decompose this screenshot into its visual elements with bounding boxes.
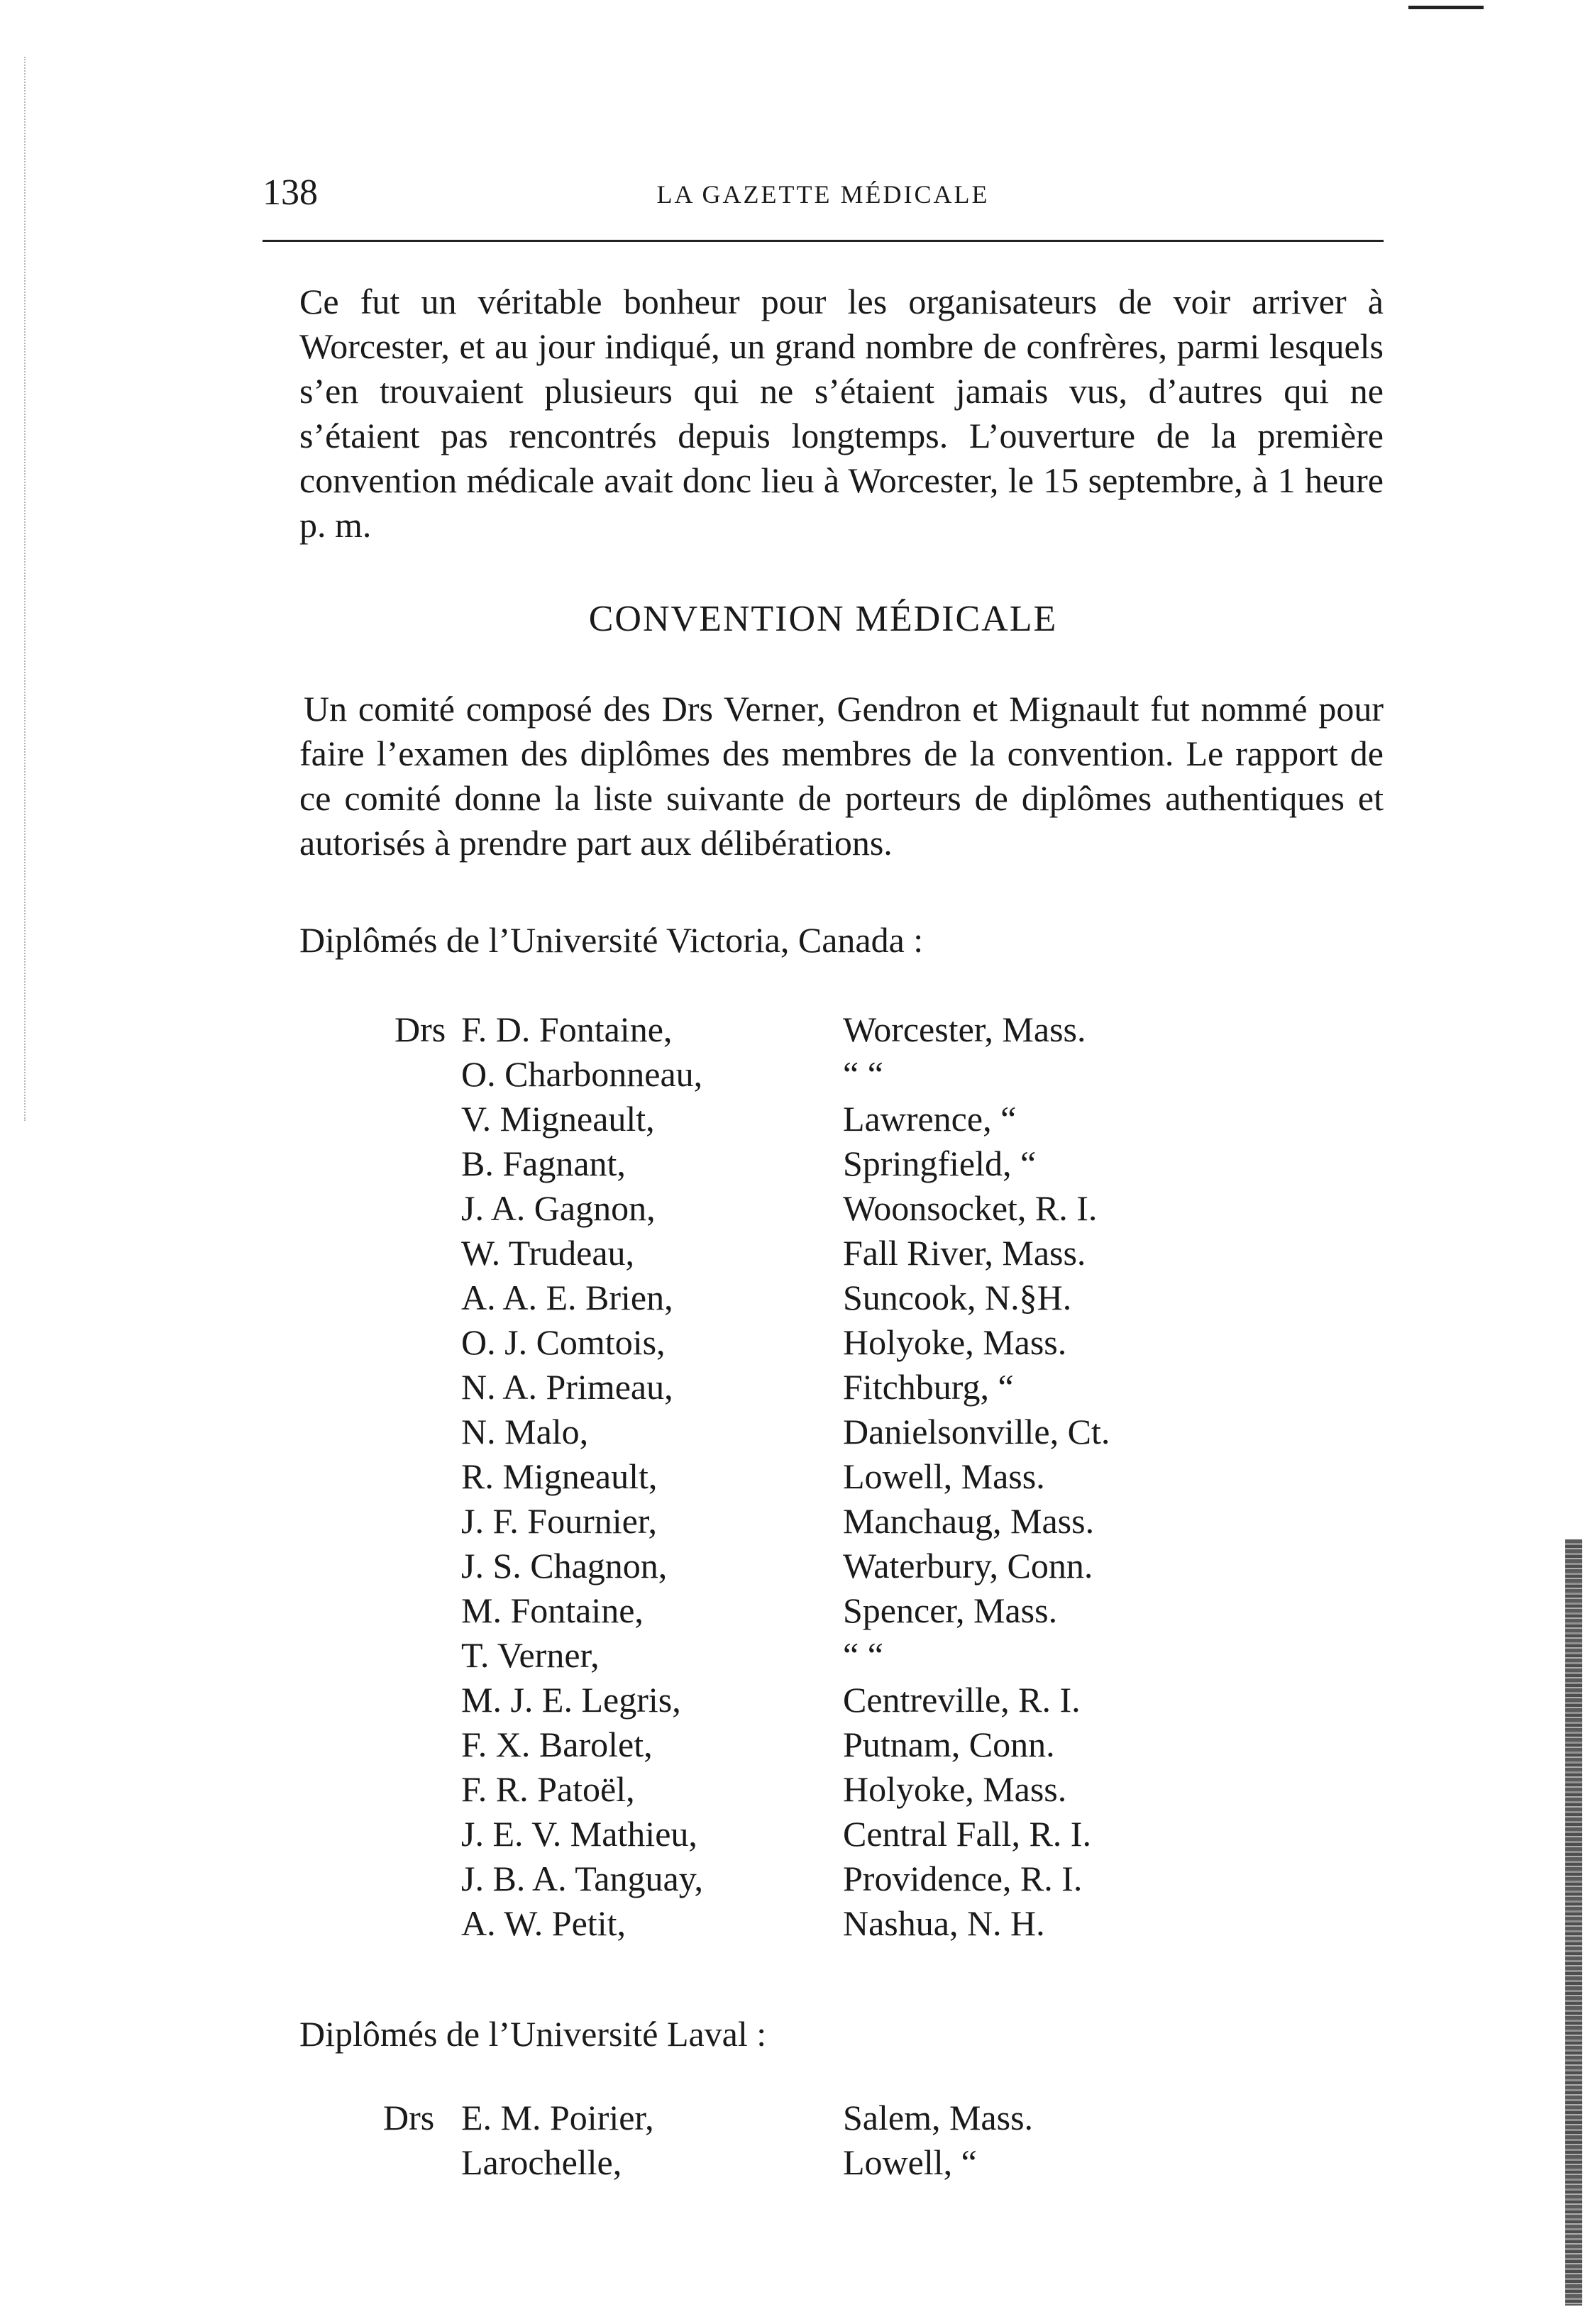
physician-name: V. Migneault, bbox=[461, 1099, 655, 1139]
physician-location: Nashua, N. H. bbox=[843, 1903, 1045, 1943]
physician-name: J. A. Gagnon, bbox=[461, 1188, 656, 1228]
roster-row bbox=[0, 1767, 1348, 1812]
physician-location: Lowell, “ bbox=[843, 2142, 977, 2182]
group-heading-victoria: Diplômés de l’Université Victoria, Canada : bbox=[299, 920, 924, 960]
physician-name: R. Migneault, bbox=[461, 1456, 658, 1496]
physician-location: Worcester, Mass. bbox=[843, 1009, 1086, 1049]
roster-row bbox=[0, 1678, 1348, 1722]
physician-name: J. F. Fournier, bbox=[461, 1501, 657, 1541]
intro-paragraph: Ce fut un véritable bonheur pour les organisateurs de voir arriver à Worcester, et au jour indiqué, un grand nombre de confrères, parmi lesquels s’en trouvaient plusieurs qui ne s’étaient jamais vus, d’autres qui ne s’étaient pas rencontrés depuis longtemps. L’ouverture de la première convention médicale avait donc lieu à Worcester, le 15 septembre, à 1 heure p. m. bbox=[299, 282, 1384, 545]
roster-row bbox=[0, 2096, 1348, 2140]
physician-name: A. A. E. Brien, bbox=[461, 1278, 673, 1317]
physician-location: Providence, R. I. bbox=[843, 1859, 1083, 1898]
physician-location: Springfield, “ bbox=[843, 1144, 1037, 1183]
roster-row bbox=[0, 1365, 1348, 1410]
physician-location: Waterbury, Conn. bbox=[843, 1546, 1093, 1586]
scan-edge-artifact bbox=[1565, 1539, 1582, 2306]
physician-name: O. Charbonneau, bbox=[461, 1054, 703, 1094]
title-prefix: Drs bbox=[394, 1009, 446, 1049]
roster-row bbox=[0, 1186, 1348, 1231]
physician-name: O. J. Comtois, bbox=[461, 1322, 666, 1362]
physician-name: J. E. V. Mathieu, bbox=[461, 1814, 697, 1854]
roster-row bbox=[0, 1499, 1348, 1544]
physician-name: E. M. Poirier, bbox=[461, 2098, 654, 2137]
physician-name: B. Fagnant, bbox=[461, 1144, 626, 1183]
physician-location: Spencer, Mass. bbox=[843, 1590, 1058, 1630]
physician-name: W. Trudeau, bbox=[461, 1233, 635, 1273]
physician-location: Fitchburg, “ bbox=[843, 1367, 1014, 1407]
roster-row bbox=[0, 1141, 1348, 1186]
roster-row bbox=[0, 1544, 1348, 1588]
group-heading-laval: Diplômés de l’Université Laval : bbox=[299, 2014, 767, 2054]
physician-name: A. W. Petit, bbox=[461, 1903, 626, 1943]
page-number: 138 bbox=[263, 172, 318, 213]
roster-row bbox=[0, 2140, 1348, 2185]
physician-location: Holyoke, Mass. bbox=[843, 1769, 1067, 1809]
header-rule bbox=[263, 240, 1384, 242]
roster-row bbox=[0, 1633, 1348, 1678]
section-title: CONVENTION MÉDICALE bbox=[588, 599, 1058, 639]
physician-name: J. S. Chagnon, bbox=[461, 1546, 668, 1586]
roster-row bbox=[0, 1320, 1348, 1365]
physician-location: “ “ bbox=[843, 1635, 883, 1675]
physician-name: N. A. Primeau, bbox=[461, 1367, 673, 1407]
physician-location: Woonsocket, R. I. bbox=[843, 1188, 1098, 1228]
roster-row bbox=[0, 1007, 1348, 1052]
physician-location: Putnam, Conn. bbox=[843, 1725, 1055, 1764]
roster-row bbox=[0, 1231, 1348, 1276]
roster-row bbox=[0, 1276, 1348, 1320]
physician-location: Centreville, R. I. bbox=[843, 1680, 1081, 1720]
physician-name: M. Fontaine, bbox=[461, 1590, 644, 1630]
physician-location: Lawrence, “ bbox=[843, 1099, 1017, 1139]
page-header bbox=[263, 172, 1384, 214]
physician-location: Lowell, Mass. bbox=[843, 1456, 1045, 1496]
roster-row bbox=[0, 1812, 1348, 1857]
physician-name: F. D. Fontaine, bbox=[461, 1009, 673, 1049]
physician-name: F. X. Barolet, bbox=[461, 1725, 653, 1764]
physician-name: Larochelle, bbox=[461, 2142, 622, 2182]
running-head: LA GAZETTE MÉDICALE bbox=[656, 180, 990, 209]
roster-row bbox=[0, 1588, 1348, 1633]
scan-edge-rule bbox=[1408, 6, 1484, 9]
physician-name: F. R. Patoël, bbox=[461, 1769, 635, 1809]
physician-name: M. J. E. Legris, bbox=[461, 1680, 681, 1720]
scan-margin-artifact bbox=[24, 57, 61, 1121]
physician-location: Central Fall, R. I. bbox=[843, 1814, 1091, 1854]
roster-row bbox=[0, 1052, 1348, 1097]
roster-row bbox=[0, 1901, 1348, 1946]
title-prefix: Drs bbox=[383, 2098, 435, 2137]
physician-location: Fall River, Mass. bbox=[843, 1233, 1086, 1273]
physician-location: Suncook, N.§H. bbox=[843, 1278, 1072, 1317]
physician-location: Danielsonville, Ct. bbox=[843, 1412, 1110, 1451]
physician-name: J. B. A. Tanguay, bbox=[461, 1859, 703, 1898]
physician-location: Holyoke, Mass. bbox=[843, 1322, 1067, 1362]
physician-name: T. Verner, bbox=[461, 1635, 600, 1675]
roster-row bbox=[0, 1454, 1348, 1499]
roster-row bbox=[0, 1722, 1348, 1767]
roster-row bbox=[0, 1410, 1348, 1454]
physician-location: Salem, Mass. bbox=[843, 2098, 1034, 2137]
physician-name: N. Malo, bbox=[461, 1412, 589, 1451]
roster-row bbox=[0, 1857, 1348, 1901]
committee-paragraph: Un comité composé des Drs Verner, Gendron et Mignault fut nommé pour faire l’examen des diplômes des membres de la convention. Le rapport de ce comité donne la liste suivante de porteurs de diplômes authentiques et autorisés à prendre part aux délibérations. bbox=[299, 689, 1384, 863]
physician-location: “ “ bbox=[843, 1054, 883, 1094]
physician-location: Manchaug, Mass. bbox=[843, 1501, 1095, 1541]
roster-row bbox=[0, 1097, 1348, 1141]
